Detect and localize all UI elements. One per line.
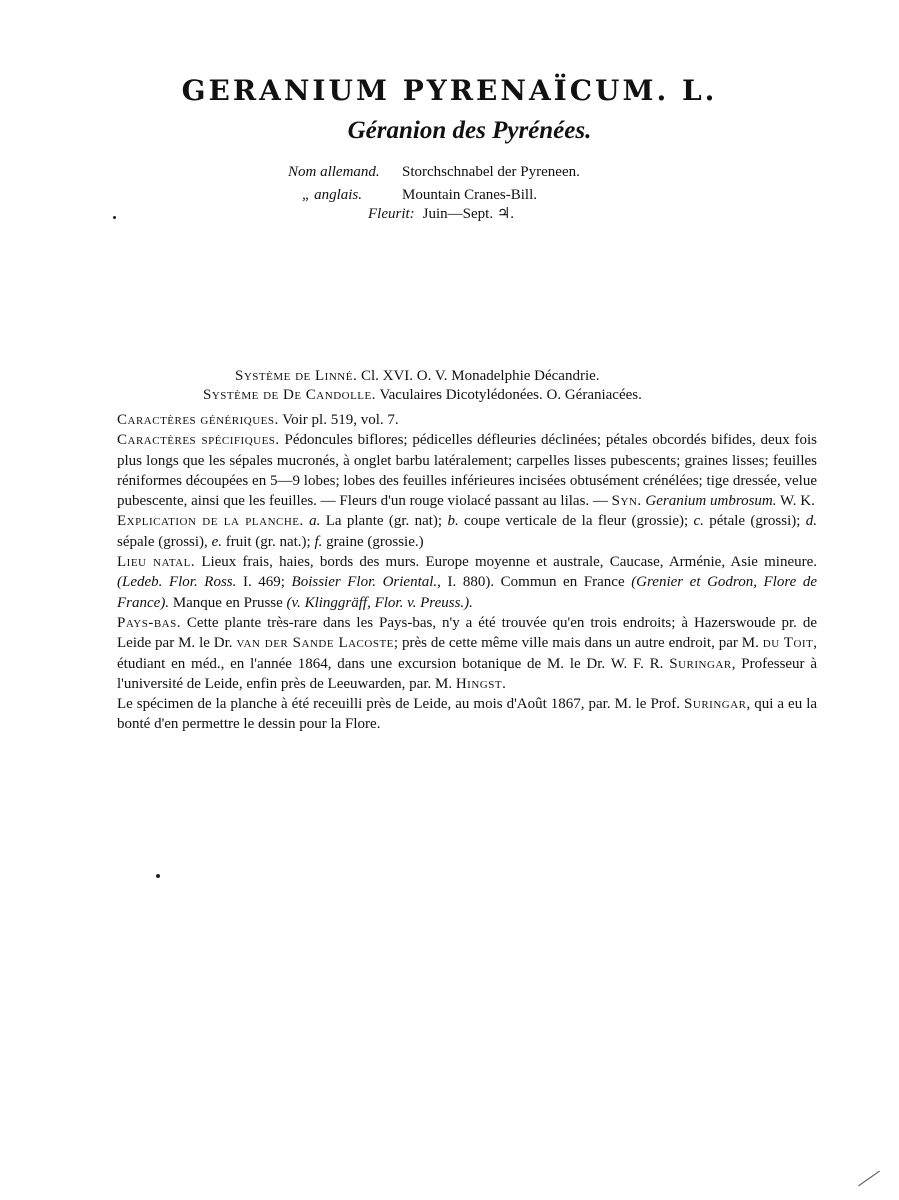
specimen-text2: , qui a eu la bonté d'en permettre le dessin pour la Flore. xyxy=(117,696,818,733)
name-german-value: Storchschnabel der Pyreneen. xyxy=(402,164,580,180)
explication-d-text: sépale (grossi), xyxy=(117,533,208,550)
explication-d: d. xyxy=(805,513,818,530)
system-linne-value: Cl. XVI. O. V. Monadelphie Décandrie. xyxy=(360,368,600,384)
system-linne xyxy=(0,367,899,386)
native-habitat xyxy=(117,552,817,613)
paysbas-text1: Cette plante très-rare dans les Pays-bas, n'y a été trouvée qu'en trois endroits; à Hazerswoude pr. de Leide par M. le Dr. xyxy=(117,614,818,652)
system-decandolle-value: Vaculaires Dicotylédonées. O. Géraniacées. xyxy=(379,387,642,403)
paysbas-name1: van der Sande Lacoste xyxy=(236,635,394,652)
speck-mark xyxy=(113,216,116,219)
page-subtitle: Géranion des Pyrénées. xyxy=(347,117,592,144)
system-linne-label: Système de Linné. xyxy=(235,368,358,384)
generic-label: Caractères génériques. xyxy=(117,412,279,428)
specific-characters xyxy=(117,430,817,511)
name-english-value: Mountain Cranes-Bill. xyxy=(402,187,537,203)
explication-b: b. xyxy=(447,513,459,530)
name-german-label: Nom allemand. xyxy=(288,164,380,180)
paysbas-text3: , étudiant en méd., en l'année 1864, dans une excursion botanique de M. le Dr. W. F. R. xyxy=(117,635,818,672)
system-decandolle-label: Système de De Candolle. xyxy=(203,387,376,403)
description-body xyxy=(117,410,817,735)
syn-name: Geranium umbrosum. xyxy=(645,493,777,510)
explication-f-text: graine (grossie.) xyxy=(326,533,424,550)
netherlands-section: Pays-bas. Cette plante très-rare dans les Pays-bas, n'y a été trouvée qu'en trois endroits; à Hazerswoude pr. de Leide par M. le Dr. van der Sande Lacoste; près de cette même ville mais dans un autre endroit, par M. du Toit, étudiant en méd., en l'année 1864, dans une excursion botanique de M. le Dr. W. F. R. Suringar, Professeur à l'université de Leide, enfin près de Leeuwarden, par. M. Hingst. xyxy=(117,614,818,692)
generic-characters xyxy=(117,410,817,430)
explication-f: f. xyxy=(314,533,323,550)
explication-a-text: La plante (gr. nat); xyxy=(325,513,443,530)
syn-author: W. K. xyxy=(780,493,815,510)
paysbas-label: Pays-bas. xyxy=(117,614,181,631)
lieu-label: Lieu natal. xyxy=(117,554,196,571)
plate-explanation xyxy=(117,511,817,552)
vernacular-names xyxy=(288,161,580,207)
lieu-prusse: Manque en Prusse xyxy=(172,594,283,611)
explication-e: e. xyxy=(211,533,222,550)
paysbas-text2: ; près de cette même ville mais dans un autre endroit, par M. xyxy=(393,635,759,652)
flowering-value: Juin—Sept. ♃. xyxy=(422,206,515,222)
lieu-ref1-num: I. 469; xyxy=(242,574,285,591)
paysbas-name2: du Toit xyxy=(762,635,814,652)
lieu-ref3: (Grenier et Godron, Flore de France). xyxy=(117,574,818,611)
name-english-label: „ anglais. xyxy=(302,187,363,203)
flowering-label: Fleurit: xyxy=(368,206,415,222)
classification-systems xyxy=(0,367,899,405)
generic-text: Voir pl. 519, vol. 7. xyxy=(282,412,399,428)
specific-label: Caractères spécifiques. xyxy=(117,432,280,449)
paysbas-text4: , Professeur à l'université de Leide, enfin près de Leeuwarden, par. M. xyxy=(117,655,817,692)
lieu-ref2-num: I. 880). Commun en France xyxy=(447,574,625,591)
specific-text: Pédoncules biflores; pédicelles défleuries déclinées; pétales obcordés bifides, deux fois plus longs que les sépales mucronés, à onglet barbu latéralement; carpelles lisses pubescents; graines lisses; feuilles réniformes découpées en 5—9 lobes; lobes des feuilles inférieures incisées obtusément crénélées; tige dressée, velue pubescente, ainsi que les feuilles. — Fleurs d'un rouge violacé passant au lilas. — xyxy=(117,432,818,510)
explication-c: c. xyxy=(693,513,704,530)
specimen-note xyxy=(117,694,817,735)
speck-mark xyxy=(156,874,160,878)
lieu-ref1: (Ledeb. Flor. Ross. xyxy=(117,574,237,591)
system-decandolle xyxy=(0,386,899,405)
lieu-ref2: Boissier Flor. Oriental., xyxy=(291,574,441,591)
scan-stroke-mark xyxy=(858,1171,880,1187)
specimen-name: Suringar xyxy=(684,696,747,713)
explication-c-text: pétale (grossi); xyxy=(709,513,801,530)
explication-b-text: coupe verticale de la fleur (grossie); xyxy=(464,513,689,530)
explication-label: Explication de la planche. xyxy=(117,513,304,530)
explication-e-text: fruit (gr. nat.); xyxy=(225,533,311,550)
paysbas-name3: Suringar xyxy=(669,655,732,672)
page-title: GERANIUM PYRENAÏCUM. L. xyxy=(181,74,718,107)
name-german xyxy=(288,161,580,184)
specimen-text1: Le spécimen de la planche à été receuilli près de Leide, au mois d'Août 1867, par. M. le Prof. xyxy=(117,696,681,713)
explication-a: a. xyxy=(309,513,321,530)
paysbas-name4: Hingst xyxy=(455,675,503,692)
lieu-ref4: (v. Klinggräff, Flor. v. Preuss.). xyxy=(286,594,473,611)
lieu-text: Lieux frais, haies, bords des murs. Europe moyenne et australe, Caucase, Arménie, Asie mineure. xyxy=(201,554,818,571)
flowering-period xyxy=(368,204,514,223)
syn-label: Syn. xyxy=(611,493,642,510)
